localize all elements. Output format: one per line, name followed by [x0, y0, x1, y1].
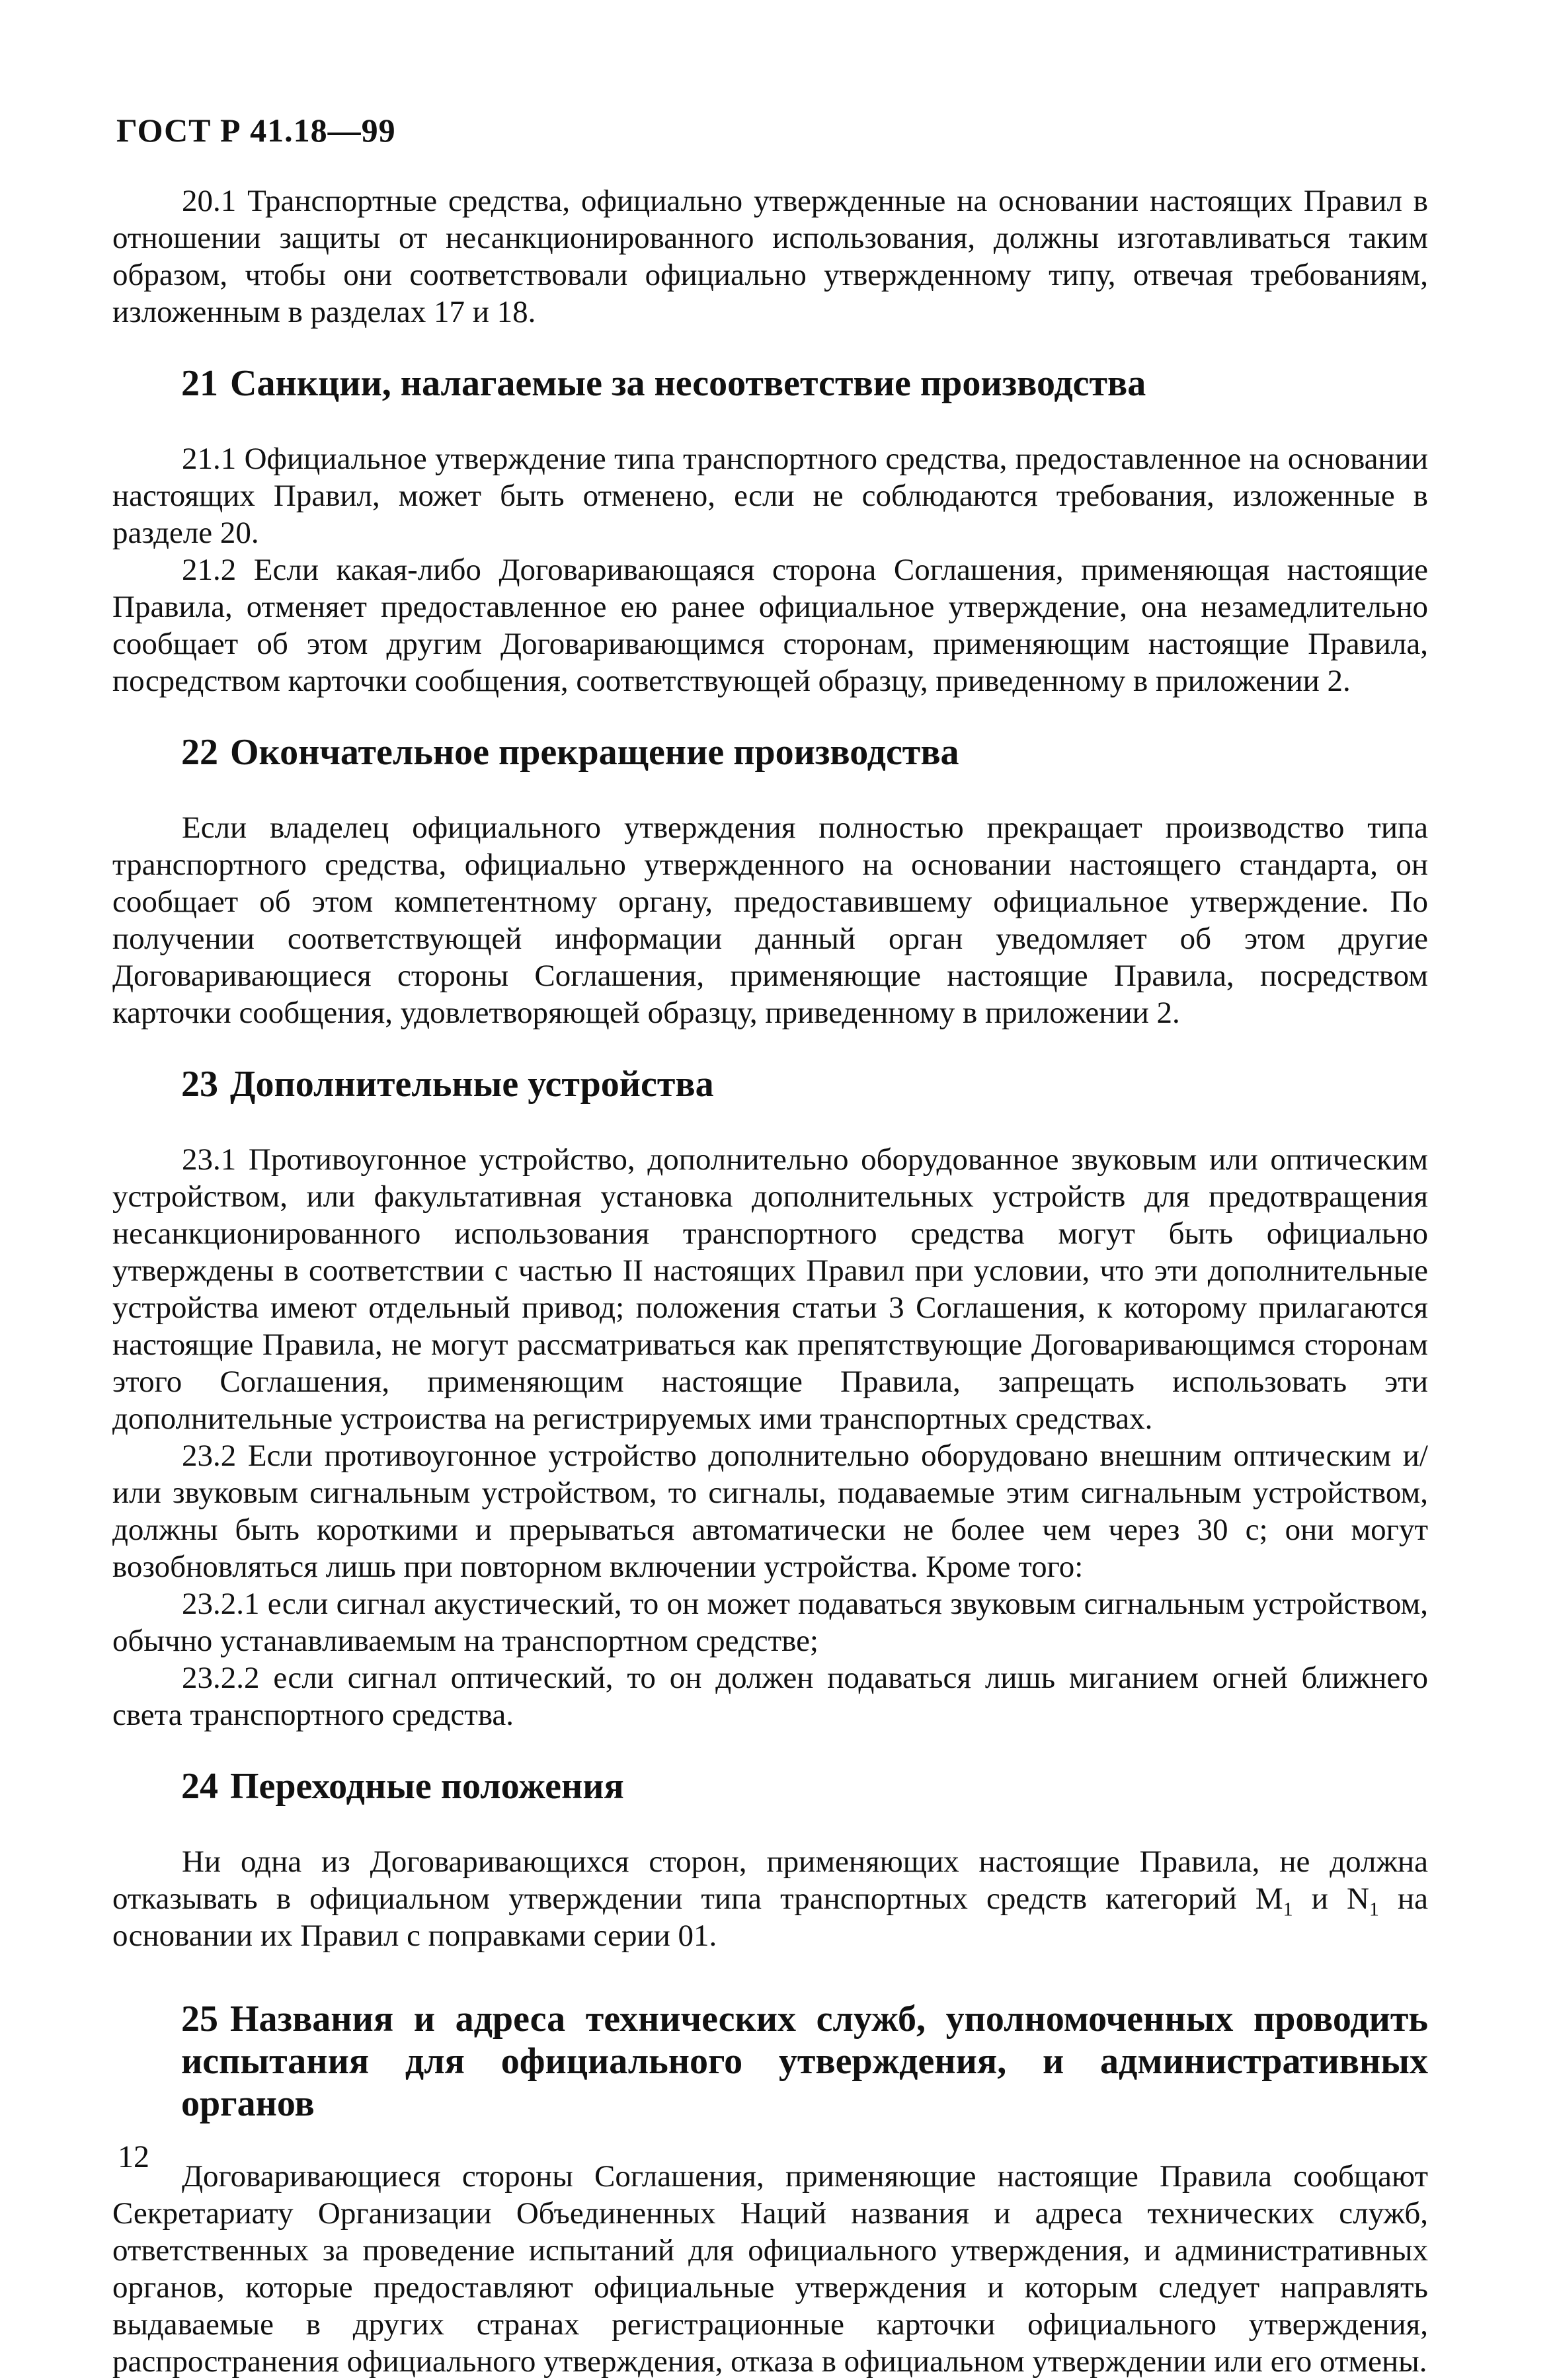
paragraph-23-2: 23.2 Если противоугонное устройство дополнительно оборудовано внешним оптическим и/или звуковым сигнальным устройством, то сигналы, подаваемые этим сигнальным устройством, должны быть короткими и прерываться автоматически не более чем через 30 с; они могут возобновляться лишь при повторном включении устройства. Кроме того: — [112, 1439, 1428, 1584]
section-22-heading — [112, 731, 1428, 774]
document-code-header: ГОСТ Р 41.18—99 — [116, 112, 396, 149]
section-number: 22 — [181, 732, 218, 773]
paragraph-23-2-1: 23.2.1 если сигнал акустический, то он может подаваться звуковым сигнальным устройством, обычно устанавливаемым на транспортном средстве; — [112, 1587, 1428, 1658]
section-title: Названия и адреса технических служб, уполномоченных проводить испытания для официального утверждения, и административных органов — [181, 1999, 1428, 2124]
section-title: Переходные положения — [230, 1766, 624, 1807]
section-24-heading — [112, 1765, 1428, 1807]
text-part: и N — [1293, 1882, 1369, 1916]
section-title: Санкции, налагаемые за несоответствие производства — [230, 363, 1146, 404]
paragraph-23-1: 23.1 Противоугонное устройство, дополнительно оборудованное звуковым или оптическим устройством, или факультативная установка дополнительных устройств для предотвращения несанкционированного использования транспортного средства могут быть официально утверждены в соответствии с частью II настоящих Правил при условии, что эти дополнительные устройства имеют отдельный привод; положения статьи 3 Соглашения, к которому прилагаются настоящие Правила, не могут рассматриваться как препятствующие Договаривающимся сторонам этого Соглашения, применяющим настоящие Правила, запрещать использовать эти дополнительные устроиства на регистрируемых ими транспортных средствах. — [112, 1142, 1428, 1436]
section-title: Дополнительные устройства — [230, 1064, 714, 1105]
paragraph-21-2: 21.2 Если какая-либо Договаривающаяся сторона Соглашения, применяющая настоящие Правила, отменяет предоставленное ею ранее официальное утверждение, она незамедлительно сообщает об этом другим Договаривающимся сторонам, применяющим настоящие Правила, посредством карточки сообщения, соответствующей образцу, приведенному в приложении 2. — [112, 553, 1428, 698]
section-number: 21 — [181, 363, 218, 404]
section-23-heading — [112, 1063, 1428, 1105]
section-title: Окончательное прекращение производства — [230, 732, 959, 773]
paragraph-24 — [112, 1843, 1428, 1954]
section-number: 25 — [181, 1999, 218, 2040]
document-body — [112, 182, 1428, 2380]
paragraph-20-1: 20.1 Транспортные средства, официально утвержденные на основании настоящих Правил в отношении защиты от несанкционированного использования, должны изготавливаться таким образом, чтобы они соответствовали официально утвержденному типу, отвечая требованиям, изложенным в разделах 17 и 18. — [112, 184, 1428, 329]
section-25-heading — [112, 1998, 1428, 2125]
paragraph-21-1: 21.1 Официальное утверждение типа транспортного средства, предоставленное на основании настоящих Правил, может быть отменено, если не соблюдаются требования, изложенные в разделе 20. — [112, 442, 1428, 550]
section-number: 24 — [181, 1766, 218, 1807]
text-part: Ни одна из Договаривающихся сторон, применяющих настоящие Правила, не должна отказывать в официальном утверждении типа транспортных средств категорий M — [112, 1844, 1428, 1916]
paragraph-25: Договаривающиеся стороны Соглашения, применяющие настоящие Правила сообщают Секретариату Организации Объединенных Наций названия и адреса технических служб, ответственных за проведение испытаний для официального утверждения, и административных органов, которые предоставляют официальные утверждения и которым следует направлять выдаваемые в других странах регистрационные карточки официального утверждения, распространения официального утверждения, отказа в официальном утверждении или его отмены. — [112, 2159, 1428, 2379]
text-part: на основании их Правил с поправками серии 01. — [112, 1882, 1428, 1953]
paragraph-23-2-2: 23.2.2 если сигнал оптический, то он должен подаваться лишь миганием огней ближнего света транспортного средства. — [112, 1661, 1428, 1732]
subscript: 1 — [1369, 1898, 1379, 1921]
paragraph-22: Если владелец официального утверждения полностью прекращает производство типа транспортного средства, официально утвержденного на основании настоящего стандарта, он сообщает об этом компетентному органу, предоставившему официальное утверждение. По получении соответствующей информации данный орган уведомляет об этом другие Договаривающиеся стороны Соглашения, применяющие настоящие Правила, посредством карточки сообщения, удовлетворяющей образцу, приведенному в приложении 2. — [112, 811, 1428, 1030]
page-number: 12 — [118, 2139, 149, 2174]
section-21-heading — [112, 362, 1428, 405]
subscript: 1 — [1283, 1898, 1293, 1921]
section-number: 23 — [181, 1064, 218, 1105]
